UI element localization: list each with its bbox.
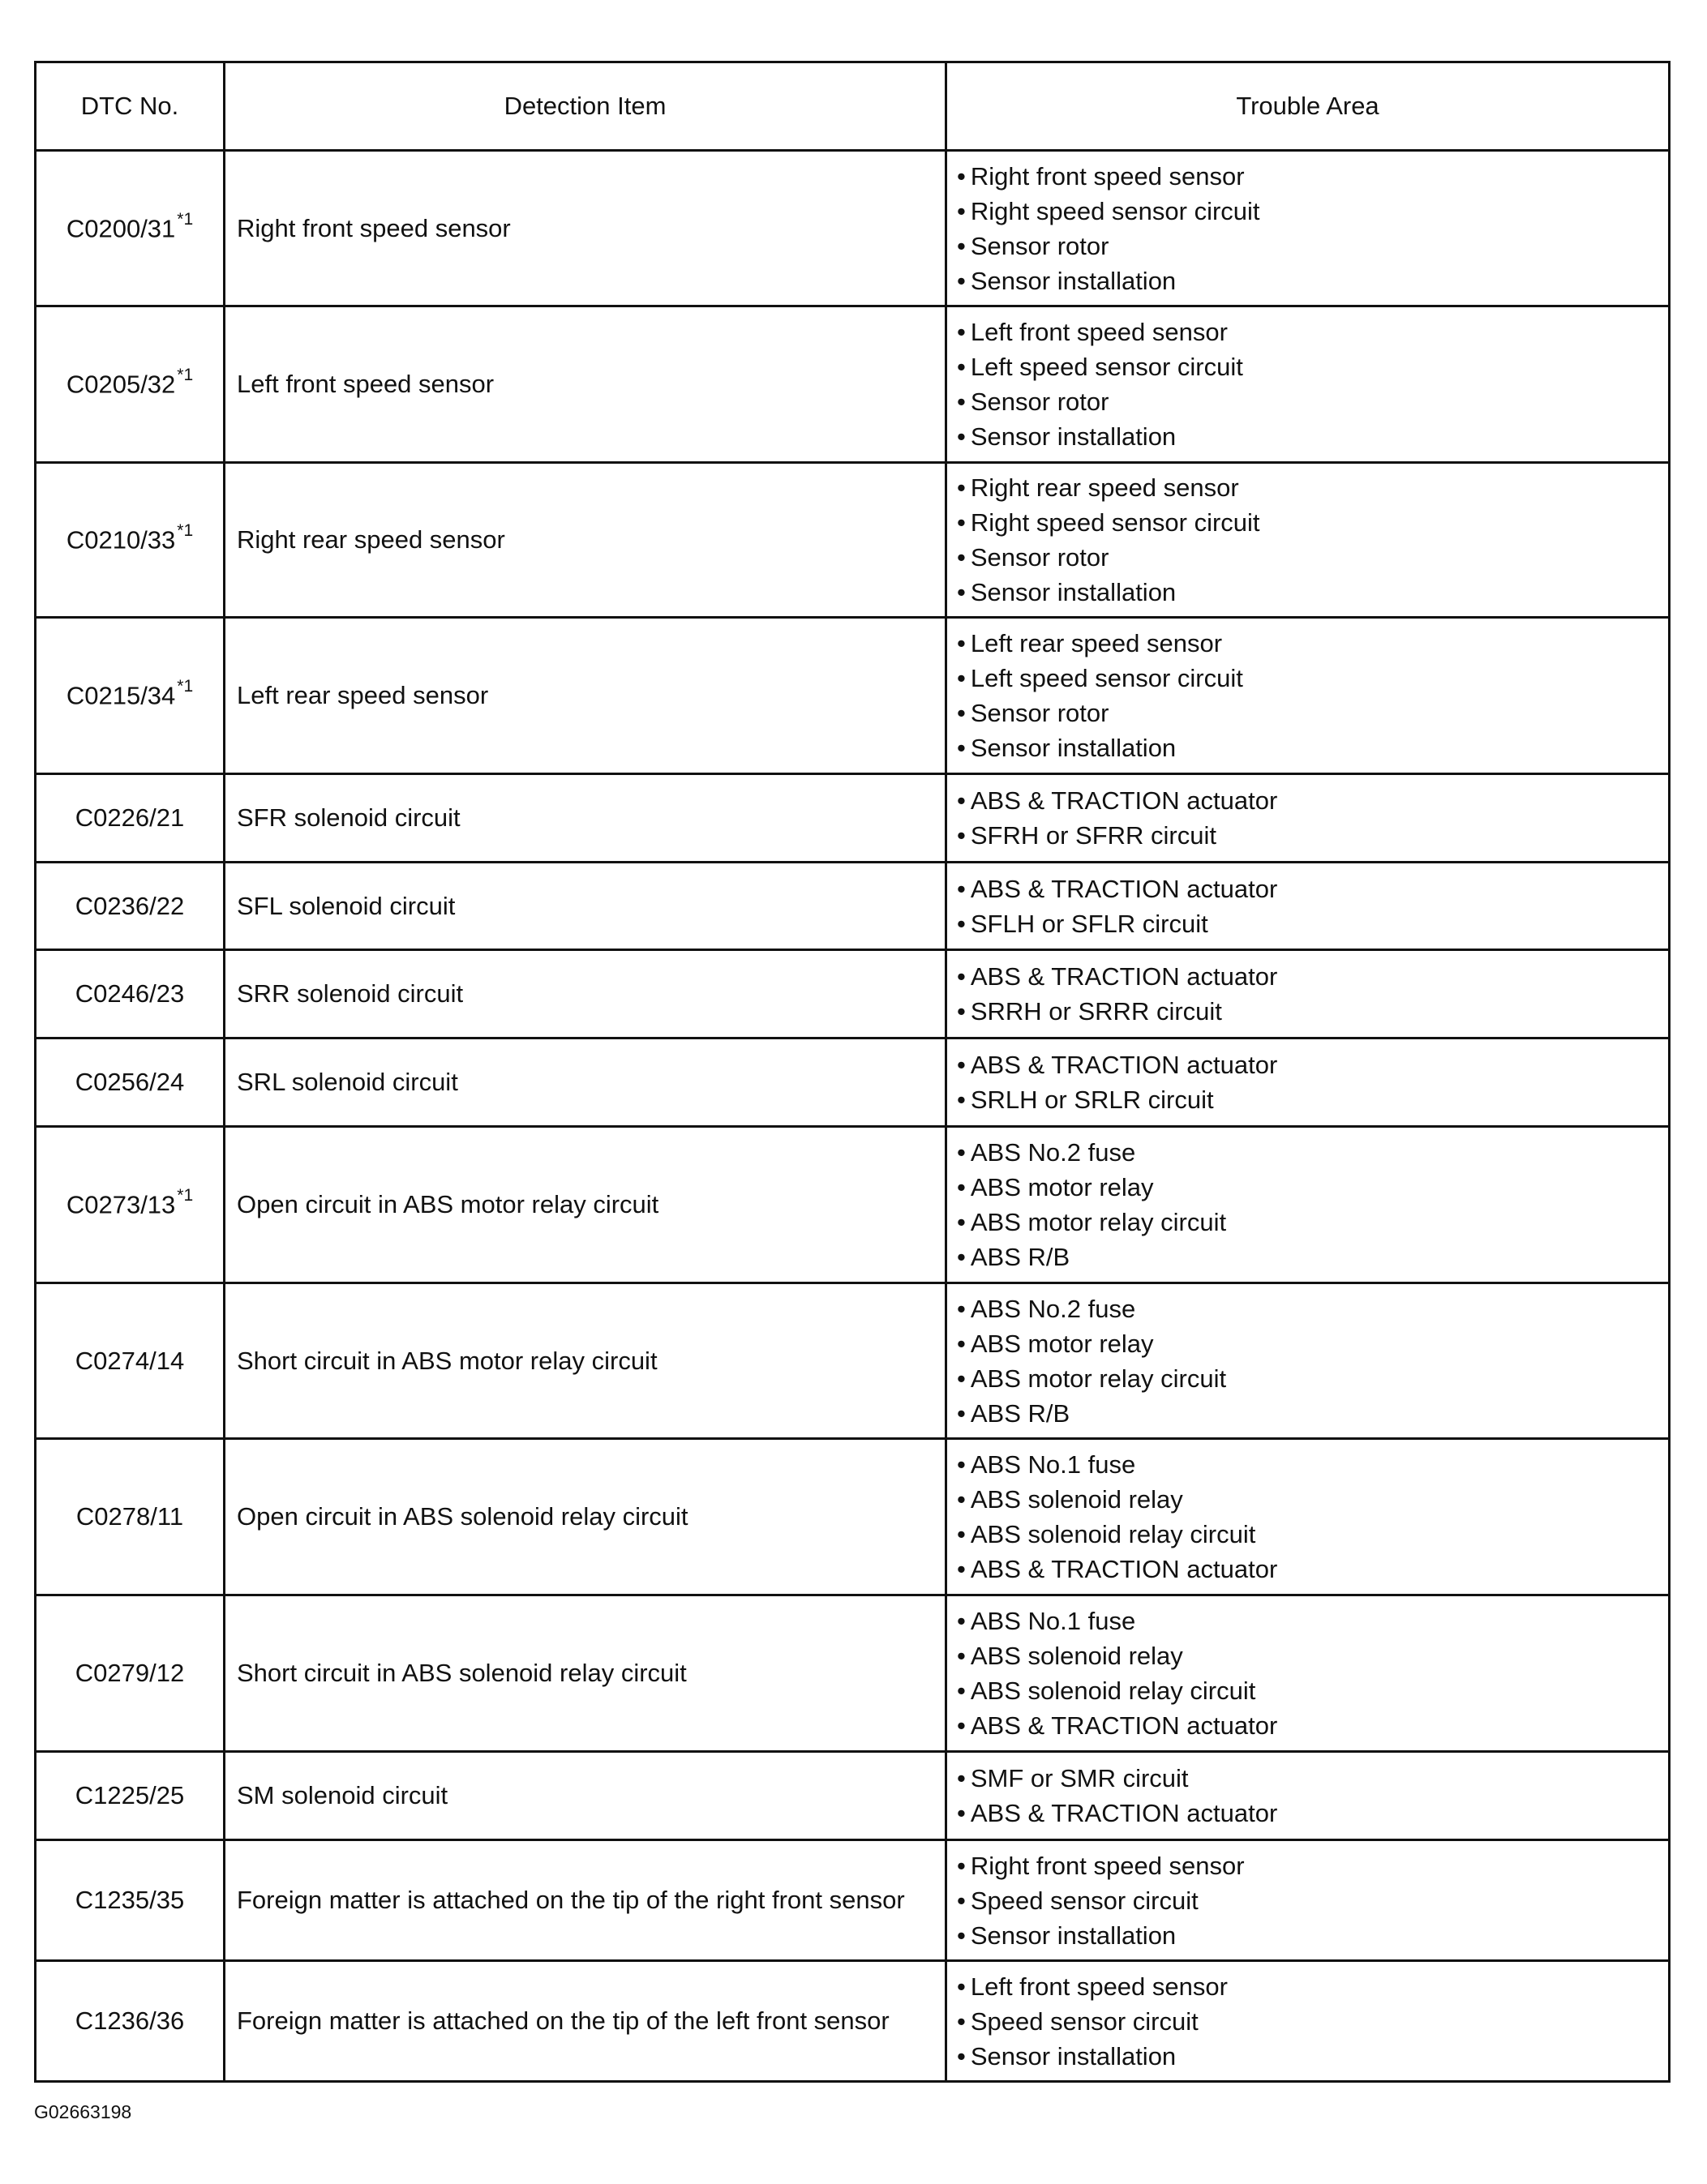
- trouble-area-cell: [946, 1439, 1670, 1595]
- table-row: [36, 306, 1670, 463]
- trouble-area-item: • Right rear speed sensor: [957, 470, 1668, 505]
- dtc-code-cell: [36, 1752, 225, 1840]
- trouble-area-item: • SRLH or SRLR circuit: [957, 1082, 1668, 1117]
- trouble-area-item: • ABS & TRACTION actuator: [957, 1047, 1668, 1082]
- trouble-area-item: • Left speed sensor circuit: [957, 349, 1668, 384]
- header-dtc-no: DTC No.: [36, 62, 225, 151]
- trouble-area-item: • ABS solenoid relay: [957, 1638, 1668, 1673]
- trouble-area-item: • ABS motor relay circuit: [957, 1205, 1668, 1240]
- trouble-area-cell: [946, 1840, 1670, 1961]
- trouble-area-cell: [946, 1283, 1670, 1439]
- figure-id: G02663198: [34, 2101, 132, 2122]
- dtc-code: C0279/12: [75, 1659, 185, 1687]
- dtc-code: C0215/34: [66, 681, 176, 710]
- detection-item-cell: SRR solenoid circuit: [225, 950, 946, 1038]
- detection-item-cell: Right rear speed sensor: [225, 463, 946, 618]
- detection-item-cell: SRL solenoid circuit: [225, 1038, 946, 1127]
- trouble-area-item: • Sensor installation: [957, 730, 1668, 765]
- dtc-code-cell: [36, 774, 225, 863]
- dtc-code-cell: [36, 1840, 225, 1961]
- trouble-area-item: • SMF or SMR circuit: [957, 1761, 1668, 1796]
- dtc-code-cell: [36, 306, 225, 463]
- trouble-area-item: • Sensor rotor: [957, 696, 1668, 730]
- trouble-area-item: • Sensor installation: [957, 2039, 1668, 2074]
- detection-item-cell: SFL solenoid circuit: [225, 863, 946, 950]
- table-row: [36, 1038, 1670, 1127]
- trouble-area-list: [957, 1135, 1668, 1274]
- trouble-area-item: • Right front speed sensor: [957, 1848, 1668, 1883]
- table-row: [36, 151, 1670, 306]
- table-body: [36, 151, 1670, 2082]
- dtc-code: C0205/32: [66, 370, 176, 399]
- trouble-area-item: • Sensor rotor: [957, 540, 1668, 575]
- trouble-area-cell: [946, 863, 1670, 950]
- detection-item-cell: Left rear speed sensor: [225, 618, 946, 774]
- dtc-code: C1225/25: [75, 1781, 185, 1809]
- trouble-area-item: • Sensor installation: [957, 575, 1668, 610]
- trouble-area-list: [957, 1291, 1668, 1431]
- table-row: [36, 1961, 1670, 2082]
- trouble-area-item: • ABS R/B: [957, 1240, 1668, 1274]
- dtc-code: C1235/35: [75, 1886, 185, 1914]
- trouble-area-item: • SFRH or SFRR circuit: [957, 818, 1668, 853]
- table-row: [36, 950, 1670, 1038]
- trouble-area-item: • ABS motor relay: [957, 1326, 1668, 1361]
- header-row: [36, 62, 1670, 151]
- dtc-code-cell: [36, 1127, 225, 1283]
- dtc-code-cell: [36, 1961, 225, 2082]
- dtc-code-cell: [36, 463, 225, 618]
- header-detection-item: Detection Item: [225, 62, 946, 151]
- table-row: [36, 1127, 1670, 1283]
- dtc-code-cell: [36, 1595, 225, 1752]
- dtc-code-cell: [36, 1038, 225, 1127]
- trouble-area-list: [957, 1848, 1668, 1953]
- trouble-area-item: • ABS solenoid relay circuit: [957, 1517, 1668, 1552]
- trouble-area-item: • Sensor installation: [957, 419, 1668, 454]
- trouble-area-cell: [946, 1595, 1670, 1752]
- trouble-area-cell: [946, 1752, 1670, 1840]
- dtc-code-cell: [36, 151, 225, 306]
- table-row: [36, 774, 1670, 863]
- trouble-area-item: • Speed sensor circuit: [957, 1883, 1668, 1918]
- dtc-code: C1236/36: [75, 2006, 185, 2035]
- table-row: [36, 463, 1670, 618]
- trouble-area-item: • ABS No.2 fuse: [957, 1291, 1668, 1326]
- dtc-code: C0278/11: [75, 1502, 184, 1531]
- trouble-area-item: • Sensor installation: [957, 263, 1668, 298]
- dtc-footnote-mark: *1: [177, 1186, 194, 1205]
- trouble-area-item: • ABS & TRACTION actuator: [957, 1708, 1668, 1743]
- trouble-area-list: [957, 159, 1668, 298]
- dtc-code: C0273/13: [66, 1190, 176, 1219]
- trouble-area-item: • ABS No.1 fuse: [957, 1604, 1668, 1638]
- dtc-footnote-mark: *1: [177, 209, 194, 229]
- trouble-area-list: [957, 1761, 1668, 1831]
- trouble-area-list: [957, 470, 1668, 610]
- dtc-code: C0226/21: [75, 803, 185, 832]
- detection-item-cell: Open circuit in ABS motor relay circuit: [225, 1127, 946, 1283]
- trouble-area-item: • ABS motor relay circuit: [957, 1361, 1668, 1396]
- detection-item-cell: SM solenoid circuit: [225, 1752, 946, 1840]
- dtc-code-cell: [36, 618, 225, 774]
- trouble-area-item: • Right speed sensor circuit: [957, 194, 1668, 229]
- detection-item-cell: Right front speed sensor: [225, 151, 946, 306]
- dtc-code-cell: [36, 863, 225, 950]
- trouble-area-list: [957, 1604, 1668, 1743]
- trouble-area-cell: [946, 618, 1670, 774]
- dtc-code-cell: [36, 1439, 225, 1595]
- dtc-code: C0200/31: [66, 214, 176, 243]
- detection-item-cell: Short circuit in ABS solenoid relay circuit: [225, 1595, 946, 1752]
- trouble-area-cell: [946, 1961, 1670, 2082]
- trouble-area-item: • Sensor installation: [957, 1918, 1668, 1953]
- trouble-area-item: • Speed sensor circuit: [957, 2004, 1668, 2039]
- detection-item-cell: Foreign matter is attached on the tip of the right front sensor: [225, 1840, 946, 1961]
- trouble-area-item: • Sensor rotor: [957, 384, 1668, 419]
- dtc-code: C0274/14: [75, 1346, 185, 1375]
- trouble-area-item: • ABS No.1 fuse: [957, 1447, 1668, 1482]
- trouble-area-item: • Right speed sensor circuit: [957, 505, 1668, 540]
- detection-item-cell: SFR solenoid circuit: [225, 774, 946, 863]
- dtc-code-cell: [36, 950, 225, 1038]
- trouble-area-list: [957, 1447, 1668, 1587]
- trouble-area-cell: [946, 1038, 1670, 1127]
- detection-item-cell: Open circuit in ABS solenoid relay circuit: [225, 1439, 946, 1595]
- trouble-area-list: [957, 315, 1668, 454]
- dtc-footnote-mark: *1: [177, 366, 194, 385]
- trouble-area-cell: [946, 151, 1670, 306]
- trouble-area-item: • Left front speed sensor: [957, 315, 1668, 349]
- dtc-footnote-mark: *1: [177, 521, 194, 541]
- trouble-area-item: • ABS R/B: [957, 1396, 1668, 1431]
- trouble-area-list: [957, 783, 1668, 853]
- trouble-area-item: • ABS & TRACTION actuator: [957, 1552, 1668, 1587]
- trouble-area-item: • Sensor rotor: [957, 229, 1668, 263]
- table-row: [36, 1840, 1670, 1961]
- dtc-code: C0210/33: [66, 525, 176, 555]
- trouble-area-cell: [946, 306, 1670, 463]
- trouble-area-list: [957, 1969, 1668, 2074]
- trouble-area-list: [957, 871, 1668, 941]
- dtc-code: C0246/23: [75, 979, 185, 1008]
- trouble-area-item: • ABS motor relay: [957, 1170, 1668, 1205]
- detection-item-cell: Left front speed sensor: [225, 306, 946, 463]
- trouble-area-item: • ABS solenoid relay circuit: [957, 1673, 1668, 1708]
- table-row: [36, 863, 1670, 950]
- trouble-area-cell: [946, 774, 1670, 863]
- detection-item-cell: Short circuit in ABS motor relay circuit: [225, 1283, 946, 1439]
- trouble-area-item: • ABS No.2 fuse: [957, 1135, 1668, 1170]
- dtc-footnote-mark: *1: [177, 677, 194, 696]
- trouble-area-cell: [946, 1127, 1670, 1283]
- header-trouble-area: Trouble Area: [946, 62, 1670, 151]
- trouble-area-item: • Left rear speed sensor: [957, 626, 1668, 661]
- trouble-area-item: • SRRH or SRRR circuit: [957, 994, 1668, 1029]
- detection-item-cell: Foreign matter is attached on the tip of the left front sensor: [225, 1961, 946, 2082]
- table-row: [36, 1439, 1670, 1595]
- dtc-code: C0256/24: [75, 1068, 185, 1096]
- dtc-code-cell: [36, 1283, 225, 1439]
- trouble-area-item: • SFLH or SFLR circuit: [957, 906, 1668, 941]
- table-row: [36, 1283, 1670, 1439]
- trouble-area-item: • ABS & TRACTION actuator: [957, 871, 1668, 906]
- trouble-area-item: • ABS & TRACTION actuator: [957, 1796, 1668, 1831]
- table-row: [36, 618, 1670, 774]
- trouble-area-list: [957, 626, 1668, 765]
- trouble-area-item: • ABS solenoid relay: [957, 1482, 1668, 1517]
- trouble-area-cell: [946, 950, 1670, 1038]
- trouble-area-item: • ABS & TRACTION actuator: [957, 959, 1668, 994]
- trouble-area-list: [957, 959, 1668, 1029]
- trouble-area-cell: [946, 463, 1670, 618]
- table-row: [36, 1752, 1670, 1840]
- dtc-code: C0236/22: [75, 891, 185, 920]
- trouble-area-list: [957, 1047, 1668, 1117]
- trouble-area-item: • Left speed sensor circuit: [957, 661, 1668, 696]
- trouble-area-item: • Left front speed sensor: [957, 1969, 1668, 2004]
- dtc-table: [34, 61, 1671, 2083]
- table-row: [36, 1595, 1670, 1752]
- trouble-area-item: • ABS & TRACTION actuator: [957, 783, 1668, 818]
- trouble-area-item: • Right front speed sensor: [957, 159, 1668, 194]
